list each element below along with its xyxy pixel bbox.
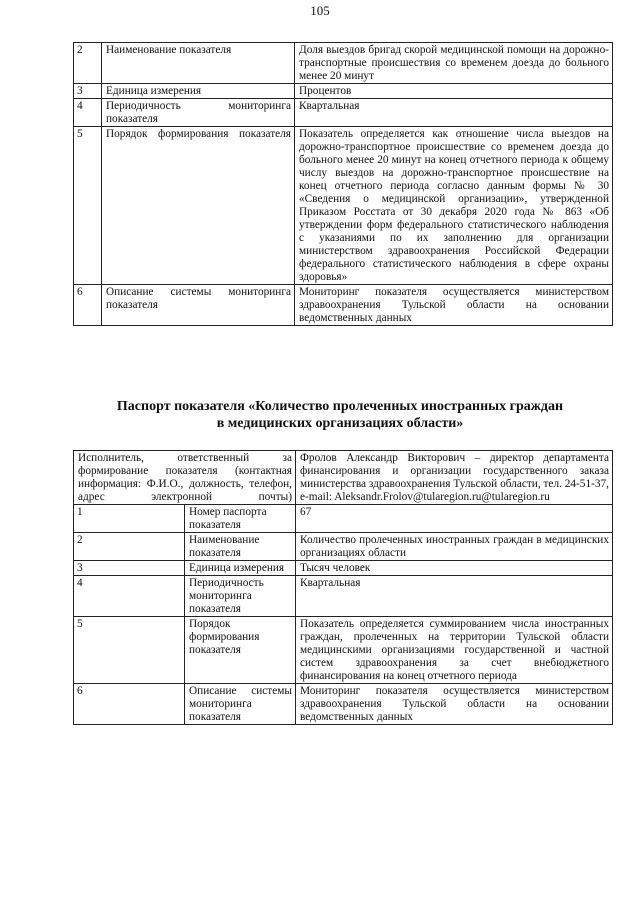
- row-value: Доля выездов бригад скорой медицинской помощи на дорожно-транспортные происшествия со временем доезда до больного менее 20 минут: [295, 43, 613, 84]
- table-row: [74, 505, 613, 533]
- row-label: Периодичность мониторинга показателя: [102, 99, 295, 127]
- row-label: Порядок формирования показателя: [102, 127, 295, 285]
- table-row: [74, 617, 613, 684]
- table-row: [74, 84, 613, 99]
- row-value: Показатель определяется как отношение числа выездов на дорожно-транспортное происшествие со временем доезда до больного менее 20 минут на конец отчетного периода к общему числу выездов на дорожно-транспортное происшествие на конец отчетного периода согласно данным формы № 30 «Сведения о медицинской организации», утвержденной Приказом Росстата от 30 декабря 2020 года № 863 «Об утверждении форм федерального статистического наблюдения с указаниями по их заполнению для организации министерством здравоохранения Российской Федерации федерального статистического наблюдения в сфере охраны здоровья»: [295, 127, 613, 285]
- indicator-table-2: [73, 450, 613, 725]
- executor-row: [74, 451, 613, 505]
- row-label: Единица измерения: [102, 84, 295, 99]
- row-label: Наименование показателя: [185, 533, 296, 561]
- indicator-table-1: [73, 42, 613, 326]
- table-row: [74, 561, 613, 576]
- row-label: Описание системы мониторинга показателя: [185, 684, 296, 725]
- row-number: 3: [74, 84, 102, 99]
- row-number: 3: [74, 561, 185, 576]
- passport-heading: [40, 398, 640, 432]
- page-number: 105: [310, 3, 330, 18]
- row-value: Мониторинг показателя осуществляется министерством здравоохранения Тульской области на основании ведомственных данных: [296, 684, 613, 725]
- executor-label: Исполнитель, ответственный за формирование показателя (контактная информация: Ф.И.О., должность, телефон, адрес электронной почты): [74, 451, 296, 505]
- row-number: 4: [74, 576, 185, 617]
- row-value: Квартальная: [295, 99, 613, 127]
- row-label: Наименование показателя: [102, 43, 295, 84]
- table-row: [74, 285, 613, 326]
- row-number: 6: [74, 684, 185, 725]
- row-value: Количество пролеченных иностранных граждан в медицинских организациях области: [296, 533, 613, 561]
- table-row: [74, 576, 613, 617]
- row-label: Периодичность мониторинга показателя: [185, 576, 296, 617]
- executor-value: Фролов Александр Викторович – директор департамента финансирования и организации государственного заказа министерства здравоохранения Тульской области, тел. 24-51-37, e-mail: Aleksandr.Frolov@tularegion.ru@tularegion.ru: [296, 451, 613, 505]
- row-value: Показатель определяется суммированием числа иностранных граждан, пролеченных на территории Тульской области медицинскими организациями государственной и частной систем здравоохранения за счет внебюджетного финансирования на конец отчетного периода: [296, 617, 613, 684]
- row-number: 1: [74, 505, 185, 533]
- row-value: Процентов: [295, 84, 613, 99]
- table-row: [74, 43, 613, 84]
- table-row: [74, 99, 613, 127]
- row-label: Единица измерения: [185, 561, 296, 576]
- row-label: Номер паспорта показателя: [185, 505, 296, 533]
- row-value: Мониторинг показателя осуществляется министерством здравоохранения Тульской области на основании ведомственных данных: [295, 285, 613, 326]
- heading-line-1: Паспорт показателя «Количество пролеченных иностранных граждан: [116, 399, 564, 414]
- table-row: [74, 533, 613, 561]
- heading-line-2: в медицинских организациях области»: [216, 416, 464, 431]
- row-number: 2: [74, 43, 102, 84]
- row-value: Квартальная: [296, 576, 613, 617]
- table-row: [74, 127, 613, 285]
- row-label: Порядок формирования показателя: [185, 617, 296, 684]
- row-value: Тысяч человек: [296, 561, 613, 576]
- row-number: 6: [74, 285, 102, 326]
- row-number: 5: [74, 617, 185, 684]
- row-number: 5: [74, 127, 102, 285]
- row-label: Описание системы мониторинга показателя: [102, 285, 295, 326]
- row-value: 67: [296, 505, 613, 533]
- table-row: [74, 684, 613, 725]
- row-number: 2: [74, 533, 185, 561]
- row-number: 4: [74, 99, 102, 127]
